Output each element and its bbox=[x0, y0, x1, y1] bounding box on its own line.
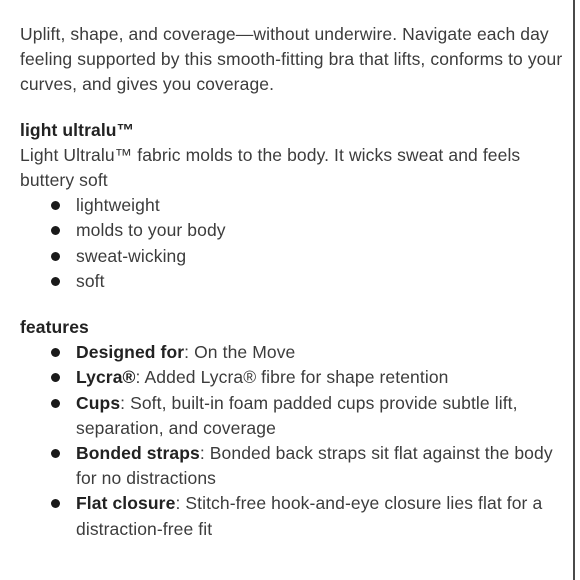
product-description bbox=[20, 22, 568, 542]
bullet-icon bbox=[51, 348, 60, 357]
bullet-icon bbox=[51, 277, 60, 286]
bullet-icon bbox=[51, 226, 60, 235]
bullet-icon bbox=[51, 252, 60, 261]
feature-term: Cups bbox=[76, 392, 121, 413]
feature-text: : Bonded back straps sit flat against the body for no distractions bbox=[76, 443, 553, 489]
list-item: soft bbox=[76, 269, 568, 294]
fabric-heading: light ultralu™ bbox=[20, 119, 135, 140]
bullet-icon bbox=[51, 201, 60, 210]
fabric-description: Light Ultralu™ fabric molds to the body. It wicks sweat and feels buttery soft bbox=[20, 144, 521, 191]
feature-text: : Soft, built-in foam padded cups provide subtle lift, separation, and coverage bbox=[76, 392, 518, 438]
intro-paragraph: Uplift, shape, and coverage—without underwire. Navigate each day feeling supported by this smooth-fitting bra that lifts, conforms to your curves, and gives you coverage. bbox=[20, 24, 563, 95]
feature-term: Designed for bbox=[76, 342, 185, 363]
feature-text: : Added Lycra® fibre for shape retention bbox=[135, 367, 449, 388]
feature-item bbox=[76, 365, 568, 390]
feature-text: : On the Move bbox=[184, 342, 296, 363]
list-item: sweat-wicking bbox=[76, 244, 568, 269]
feature-item bbox=[76, 441, 568, 491]
feature-term: Flat closure bbox=[76, 493, 176, 514]
bullet-icon bbox=[51, 499, 60, 508]
bullet-icon bbox=[51, 449, 60, 458]
list-item: molds to your body bbox=[76, 218, 568, 243]
list-item: lightweight bbox=[76, 193, 568, 218]
feature-item bbox=[76, 491, 568, 541]
feature-term: Bonded straps bbox=[76, 443, 200, 464]
features-list bbox=[20, 340, 568, 542]
bullet-icon bbox=[51, 399, 60, 408]
feature-term: Lycra® bbox=[76, 367, 136, 388]
feature-text: : Stitch-free hook-and-eye closure lies flat for a distraction-free fit bbox=[76, 493, 543, 539]
feature-item bbox=[76, 391, 568, 441]
feature-item bbox=[76, 340, 568, 365]
bullet-icon bbox=[51, 373, 60, 382]
fabric-bullet-list bbox=[20, 193, 568, 294]
features-heading: features bbox=[20, 317, 89, 338]
